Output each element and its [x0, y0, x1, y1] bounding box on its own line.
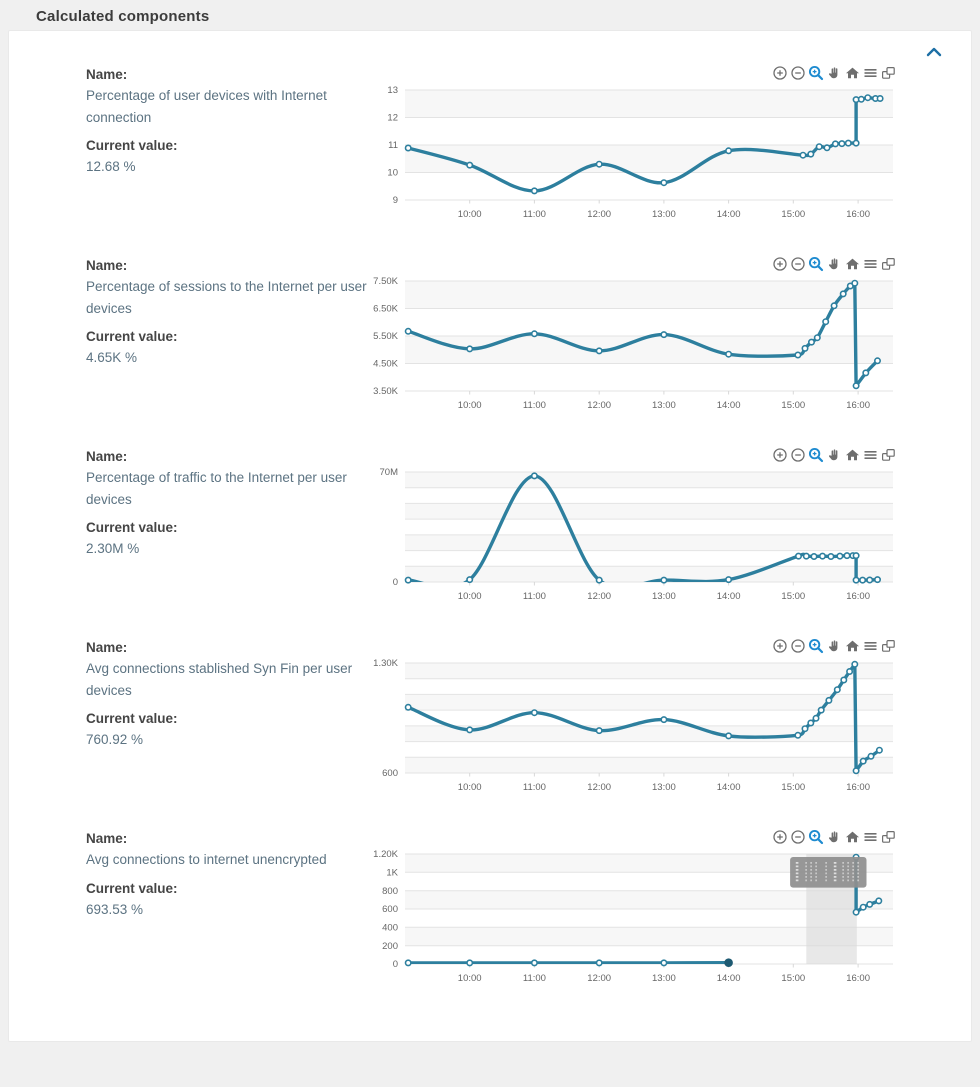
- svg-text:13:00: 13:00: [652, 973, 676, 984]
- chart-toolbar: [369, 64, 899, 82]
- svg-text:12:00: 12:00: [587, 973, 612, 984]
- svg-text:10:00: 10:00: [457, 782, 482, 793]
- svg-text:10: 10: [387, 167, 398, 179]
- svg-text:0: 0: [392, 959, 398, 971]
- svg-text:1.20K: 1.20K: [373, 849, 398, 861]
- pan-icon[interactable]: [826, 65, 843, 81]
- name-label: Name:: [86, 640, 128, 655]
- name-label: Name:: [86, 831, 128, 846]
- svg-text:15:00: 15:00: [781, 209, 806, 220]
- svg-text:7.50K: 7.50K: [373, 276, 398, 288]
- name-label: Name:: [86, 449, 128, 464]
- home-icon[interactable]: [844, 638, 861, 654]
- component-name: Avg connections to internet unencrypted: [86, 852, 327, 867]
- zoom-out-icon[interactable]: [790, 829, 807, 845]
- component-panel: [9, 637, 971, 807]
- svg-text:13:00: 13:00: [652, 209, 676, 220]
- zoom-out-icon[interactable]: [790, 65, 807, 81]
- svg-text:0: 0: [392, 577, 398, 589]
- page-title: Calculated components: [36, 8, 210, 25]
- chart-toolbar: [369, 828, 899, 846]
- pan-icon[interactable]: [826, 638, 843, 654]
- svg-text:70M: 70M: [379, 467, 398, 479]
- chart-canvas[interactable]: [369, 273, 899, 425]
- name-label: Name:: [86, 258, 128, 273]
- chevron-up-icon: [925, 48, 943, 65]
- svg-text:11:00: 11:00: [522, 973, 546, 984]
- svg-text:12:00: 12:00: [587, 400, 612, 411]
- svg-text:16:00: 16:00: [846, 782, 870, 793]
- home-icon[interactable]: [844, 65, 861, 81]
- svg-text:13: 13: [387, 85, 398, 97]
- box-zoom-icon[interactable]: [808, 65, 825, 81]
- svg-text:15:00: 15:00: [781, 400, 806, 411]
- svg-text:1.30K: 1.30K: [373, 658, 398, 670]
- component-panel: [9, 828, 971, 998]
- current-value-label: Current value:: [86, 138, 178, 153]
- collapse-button[interactable]: [925, 45, 943, 61]
- current-value: 693.53 %: [86, 901, 144, 917]
- current-value-label: Current value:: [86, 711, 178, 726]
- box-zoom-icon[interactable]: [808, 829, 825, 845]
- export-icon[interactable]: [880, 447, 897, 463]
- svg-text:4.50K: 4.50K: [373, 358, 398, 370]
- menu-icon[interactable]: [862, 65, 879, 81]
- svg-text:10:00: 10:00: [457, 400, 482, 411]
- svg-text:13:00: 13:00: [652, 400, 676, 411]
- component-panel: [9, 446, 971, 616]
- export-icon[interactable]: [880, 65, 897, 81]
- svg-text:9: 9: [392, 195, 398, 207]
- svg-text:14:00: 14:00: [716, 973, 741, 984]
- current-value-label: Current value:: [86, 520, 178, 535]
- svg-text:15:00: 15:00: [781, 591, 806, 602]
- calculated-components-card: [8, 30, 972, 1042]
- svg-text:12:00: 12:00: [587, 782, 612, 793]
- current-value-label: Current value:: [86, 329, 178, 344]
- svg-text:16:00: 16:00: [846, 209, 870, 220]
- svg-text:16:00: 16:00: [846, 400, 870, 411]
- zoom-out-icon[interactable]: [790, 447, 807, 463]
- chart-canvas[interactable]: [369, 655, 899, 807]
- zoom-out-icon[interactable]: [790, 638, 807, 654]
- pan-icon[interactable]: [826, 256, 843, 272]
- svg-text:14:00: 14:00: [716, 209, 741, 220]
- svg-text:15:00: 15:00: [781, 973, 806, 984]
- hovered-point: [725, 959, 733, 967]
- svg-text:600: 600: [382, 768, 398, 780]
- box-zoom-icon[interactable]: [808, 638, 825, 654]
- current-value: 4.65K %: [86, 350, 138, 365]
- name-label: Name:: [86, 67, 128, 82]
- menu-icon[interactable]: [862, 256, 879, 272]
- current-value-label: Current value:: [86, 880, 178, 896]
- zoom-out-icon[interactable]: [790, 256, 807, 272]
- chart-toolbar: [369, 255, 899, 273]
- export-icon[interactable]: [880, 638, 897, 654]
- export-icon[interactable]: [880, 256, 897, 272]
- svg-text:200: 200: [382, 940, 398, 952]
- svg-text:13:00: 13:00: [652, 591, 676, 602]
- svg-text:14:00: 14:00: [716, 400, 741, 411]
- zoom-in-icon[interactable]: [772, 447, 789, 463]
- pan-icon[interactable]: [826, 447, 843, 463]
- home-icon[interactable]: [844, 829, 861, 845]
- svg-text:10:00: 10:00: [457, 209, 482, 220]
- component-name: Percentage of sessions to the Internet per user devices: [86, 279, 367, 316]
- chart-canvas[interactable]: [369, 464, 899, 616]
- box-zoom-icon[interactable]: [808, 256, 825, 272]
- hover-tooltip: [790, 857, 866, 888]
- svg-text:11:00: 11:00: [522, 591, 546, 602]
- chart-toolbar: [369, 446, 899, 464]
- export-icon[interactable]: [880, 829, 897, 845]
- zoom-in-icon[interactable]: [772, 65, 789, 81]
- svg-text:15:00: 15:00: [781, 782, 806, 793]
- menu-icon[interactable]: [862, 829, 879, 845]
- chart-canvas[interactable]: [369, 846, 899, 998]
- zoom-in-icon[interactable]: [772, 829, 789, 845]
- svg-text:6.50K: 6.50K: [373, 303, 398, 315]
- svg-text:11:00: 11:00: [522, 400, 546, 411]
- home-icon[interactable]: [844, 447, 861, 463]
- svg-text:10:00: 10:00: [457, 973, 482, 984]
- svg-text:400: 400: [382, 922, 398, 934]
- component-panel: [9, 64, 971, 234]
- zoom-in-icon[interactable]: [772, 638, 789, 654]
- component-name: Percentage of user devices with Internet connection: [86, 88, 327, 125]
- svg-text:13:00: 13:00: [652, 782, 676, 793]
- svg-text:1K: 1K: [386, 867, 398, 879]
- menu-icon[interactable]: [862, 638, 879, 654]
- component-panel: [9, 255, 971, 425]
- component-name: Percentage of traffic to the Internet per user devices: [86, 470, 347, 507]
- svg-text:11: 11: [388, 140, 398, 152]
- chart-canvas[interactable]: [369, 82, 899, 234]
- component-name: Avg connections stablished Syn Fin per user devices: [86, 661, 353, 698]
- menu-icon[interactable]: [862, 447, 879, 463]
- svg-text:3.50K: 3.50K: [373, 386, 398, 398]
- svg-text:11:00: 11:00: [522, 209, 546, 220]
- current-value: 2.30M %: [86, 541, 140, 556]
- current-value: 760.92 %: [86, 732, 144, 747]
- svg-text:10:00: 10:00: [457, 591, 482, 602]
- svg-text:12:00: 12:00: [587, 209, 612, 220]
- svg-text:16:00: 16:00: [846, 973, 870, 984]
- svg-text:12: 12: [387, 112, 398, 124]
- svg-text:800: 800: [382, 885, 398, 897]
- box-zoom-icon[interactable]: [808, 447, 825, 463]
- zoom-in-icon[interactable]: [772, 256, 789, 272]
- svg-text:600: 600: [382, 904, 398, 916]
- svg-text:14:00: 14:00: [716, 782, 741, 793]
- svg-text:5.50K: 5.50K: [373, 331, 398, 343]
- svg-text:11:00: 11:00: [522, 782, 546, 793]
- home-icon[interactable]: [844, 256, 861, 272]
- pan-icon[interactable]: [826, 829, 843, 845]
- current-value: 12.68 %: [86, 159, 136, 174]
- svg-text:12:00: 12:00: [587, 591, 612, 602]
- svg-text:14:00: 14:00: [716, 591, 741, 602]
- svg-text:16:00: 16:00: [846, 591, 870, 602]
- chart-toolbar: [369, 637, 899, 655]
